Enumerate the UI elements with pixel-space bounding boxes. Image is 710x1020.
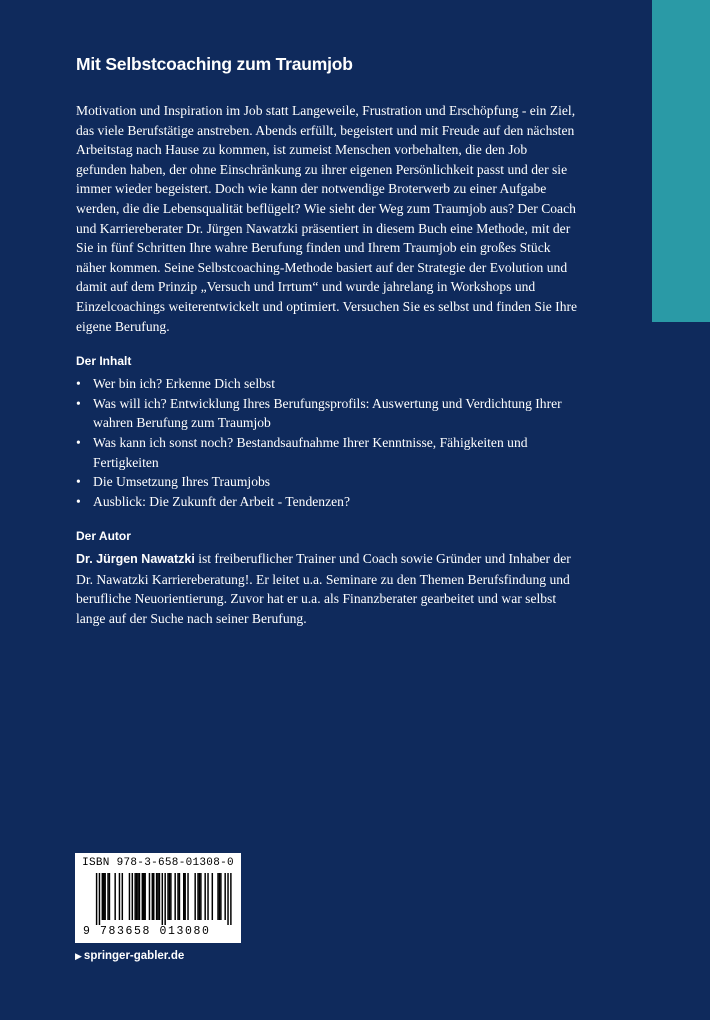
barcode-bar — [219, 873, 220, 920]
barcode-bar — [164, 873, 165, 925]
list-item: • Was will ich? Entwicklung Ihres Berufungsprofils: Auswertung und Verdichtung Ihrer wahren Berufung zum Traumjob — [76, 394, 581, 433]
barcode-bar — [149, 873, 150, 920]
barcode-bar — [137, 873, 138, 920]
barcode-bar — [136, 873, 137, 920]
barcode-bar — [177, 873, 178, 920]
barcode-bar — [159, 873, 160, 920]
barcode-bar — [217, 873, 218, 920]
barcode-digits: 9 783658 013080 — [83, 925, 211, 938]
barcode-bar — [169, 873, 170, 920]
barcode-bar — [220, 873, 221, 920]
barcode-bar — [200, 873, 201, 920]
barcode-bar — [144, 873, 145, 920]
barcode-bar — [194, 873, 195, 920]
barcode-bar — [162, 873, 163, 925]
barcode-bar — [109, 873, 110, 920]
author-bio: ist freiberuflicher Trainer und Coach sowie Gründer und Inhaber der Dr. Nawatzki Karriereberatung!. Er leitet u.a. Seminare zu den Themen Berufsfindung und berufliche Neuorientierung. Zuvor hat er u.a. als Finanzberater gearbeitet und war selbst lange auf der Suche nach seiner Berufung. — [76, 551, 571, 627]
barcode-bar — [143, 873, 144, 920]
barcode-bar — [157, 873, 158, 920]
barcode-bar — [156, 873, 157, 920]
barcode-bar — [174, 873, 175, 920]
contents-list — [76, 374, 581, 511]
barcode-bar — [129, 873, 130, 920]
publisher-link[interactable] — [75, 950, 184, 962]
barcode-bar — [134, 873, 135, 920]
publisher-url: springer-gabler.de — [83, 950, 185, 962]
barcode-bar — [102, 873, 103, 920]
barcode-bar — [104, 873, 105, 920]
barcode-bar — [153, 873, 154, 920]
barcode-bar — [170, 873, 171, 920]
barcode-bar — [167, 873, 168, 920]
barcode-bar — [224, 873, 225, 920]
barcode-bar — [99, 873, 100, 925]
back-cover-text — [76, 54, 581, 629]
barcode-bar — [179, 873, 180, 920]
list-item: • Was kann ich sonst noch? Bestandsaufnahme Ihrer Kenntnisse, Fähigkeiten und Fertigkeiten — [76, 433, 581, 472]
contents-heading: Der Inhalt — [76, 354, 132, 369]
barcode-bar — [207, 873, 208, 920]
barcode-bar — [119, 873, 120, 920]
intro-paragraph: Motivation und Inspiration im Job statt Langeweile, Frustration und Erschöpfung - ein Ziel, das viele Berufstätige anstreben. Abends erfüllt, begeistert und mit Freude auf den nächsten Arbeitstag nach Hause zu kommen, ist zumeist Menschen vorbehalten, die den Job gefunden haben, der ohne Einschränkung zu ihrer eigenen Persönlichkeit passt und der sie immer wieder begeistert. Doch wie kann der notwendige Broterwerb zu einer Aufgabe werden, die die Lebensqualität beflügelt? Wie sieht der Weg zum Traumjob aus? Der Coach und Karriereberater Dr. Jürgen Nawatzki präsentiert in diesem Buch eine Methode, mit der Sie in fünf Schritten Ihre wahre Berufung finden und Ihrem Traumjob ein großes Stück näher kommen. Seine Selbstcoaching-Methode basiert auf der Strategie der Evolution und damit auf dem Prinzip „Versuch und Irrtum“ und wurde jahrelang in Workshops und Einzelcoachings weiterentwickelt und optimiert. Versuchen Sie es selbst und finden Sie Ihre eigene Berufung. — [76, 103, 578, 334]
barcode-bar — [132, 873, 133, 920]
barcode-bar — [183, 873, 184, 920]
barcode-bar — [187, 873, 188, 920]
barcode-bar — [212, 873, 213, 920]
author-paragraph — [76, 549, 581, 628]
barcode-bar — [152, 873, 153, 920]
barcode-bar — [230, 873, 231, 925]
barcode-bar — [204, 873, 205, 920]
barcode-bar — [139, 873, 140, 920]
barcode-bar — [227, 873, 228, 925]
author-heading: Der Autor — [76, 529, 131, 544]
barcode-bar — [107, 873, 108, 920]
barcode-bar — [197, 873, 198, 920]
triangle-right-icon: ▶ — [75, 951, 82, 961]
book-title: Mit Selbstcoaching zum Traumjob — [76, 54, 353, 74]
isbn-label: ISBN 978-3-658-01308-0 — [82, 857, 234, 869]
barcode-bars — [83, 873, 233, 925]
barcode-bar — [103, 873, 104, 920]
barcode-bar — [199, 873, 200, 920]
list-item: • Ausblick: Die Zukunft der Arbeit - Tendenzen? — [76, 492, 581, 512]
list-item: • Wer bin ich? Erkenne Dich selbst — [76, 374, 581, 394]
barcode-bar — [184, 873, 185, 920]
barcode-bar — [142, 873, 143, 920]
author-name: Dr. Jürgen Nawatzki — [76, 552, 195, 567]
barcode-bar — [122, 873, 123, 920]
barcode-bar — [96, 873, 97, 925]
barcode-bar — [114, 873, 115, 920]
isbn-barcode — [75, 853, 241, 943]
teal-accent-bar — [652, 0, 710, 322]
list-item: • Die Umsetzung Ihres Traumjobs — [76, 472, 581, 492]
